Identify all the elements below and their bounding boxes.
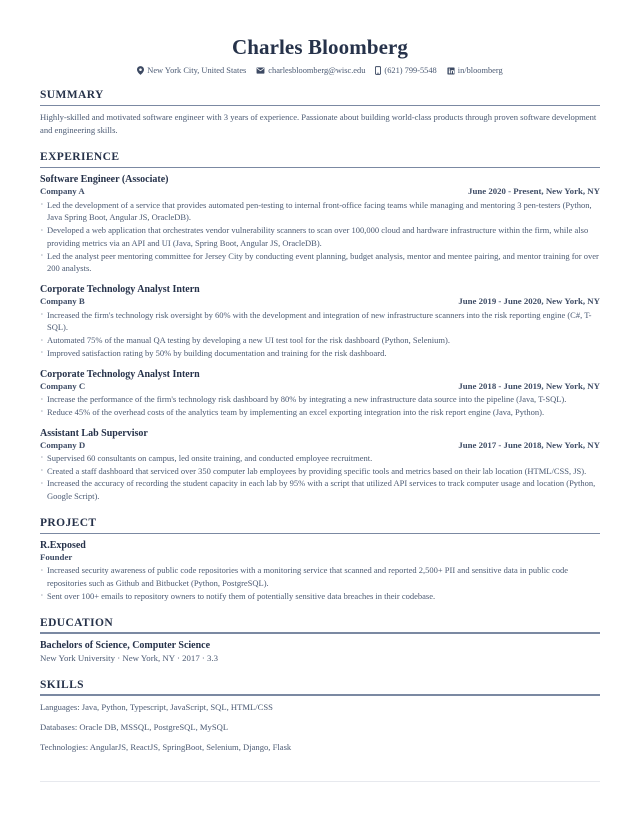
entry-bullet-list xyxy=(40,393,600,419)
entry-organization: Company D xyxy=(40,439,86,450)
section-divider xyxy=(40,533,600,534)
skill-row: Technologies: AngularJS, ReactJS, SpringBoot, Selenium, Django, Flask xyxy=(40,742,292,753)
resume-entry xyxy=(40,539,600,603)
skill-row: Databases: Oracle DB, MSSQL, PostgreSQL, MySQL xyxy=(40,722,229,732)
section-summary xyxy=(40,89,600,137)
entry-subrow xyxy=(40,440,600,451)
section-title-education: EDUCATION xyxy=(40,616,114,629)
resume-entry xyxy=(40,283,600,359)
section-title-project: PROJECT xyxy=(40,516,97,529)
section-divider xyxy=(40,632,600,633)
entry-bullet-list xyxy=(40,199,600,276)
resume-entry xyxy=(40,427,600,503)
list-item: · Increase the performance of the firm's technology risk dashboard by 80% by integrating a new infrastructure data source into the pipeline (Java, T-SQL). xyxy=(40,393,600,406)
section-project xyxy=(40,517,600,603)
section-title-skills: SKILLS xyxy=(40,678,84,691)
education-detail: New York University · New York, NY · 2017 · 3.3 xyxy=(40,653,219,664)
contact-item[interactable] xyxy=(137,66,246,75)
list-item: · Sent over 100+ emails to repository owners to notify them of potentially sensitive data breaches in their codebase. xyxy=(40,590,600,603)
contact-item[interactable] xyxy=(256,66,365,75)
list-item: · Increased security awareness of public code repositories with a monitoring service that scanned and reported 2,500+ PII and sensitive data in public code repositories such as Github and Bitbucket (Python, PostgreSQL). xyxy=(40,564,600,590)
section-divider xyxy=(40,694,600,695)
list-item: · Increased the firm's technology risk oversight by 60% with the development and integration of new infrastructure scanners into the risk reporting engine (C#, T-SQL). xyxy=(40,309,600,335)
resume-header xyxy=(40,0,600,75)
list-item: · Reduce 45% of the overhead costs of the analytics team by implementing an excel exporting integration into the risk report engine (Java, Python). xyxy=(40,406,600,419)
entry-bullet-list xyxy=(40,309,600,360)
list-item: · Automated 75% of the manual QA testing by developing a new UI test tool for the risk dashboard (Python, Selenium). xyxy=(40,334,600,347)
entry-bullet-list xyxy=(40,452,600,503)
education-degree: Bachelors of Science, Computer Science xyxy=(40,639,211,651)
section-skills xyxy=(40,679,600,754)
entry-title: Corporate Technology Analyst Intern xyxy=(40,284,200,296)
page-title: Charles Bloomberg xyxy=(231,35,409,59)
entry-subrow xyxy=(40,186,600,197)
project-entry-list xyxy=(40,539,600,603)
skills-list xyxy=(40,701,600,754)
list-item: · Created a staff dashboard that serviced over 350 computer lab employees by providing specific tools and metrics based on their lab location (HTML/CSS, JS). xyxy=(40,465,600,478)
location-pin-icon xyxy=(137,66,144,75)
contact-text: (621) 799-5548 xyxy=(384,66,437,76)
list-item: · Supervised 60 consultants on campus, led onsite training, and conducted employee recruitment. xyxy=(40,452,600,465)
entry-organization: Company A xyxy=(40,186,85,197)
entry-date-location: June 2019 - June 2020, New York, NY xyxy=(458,296,600,307)
contact-item[interactable] xyxy=(447,66,503,75)
entry-organization: Company B xyxy=(40,296,85,307)
entry-organization: Founder xyxy=(40,552,73,562)
entry-date-location: June 2017 - June 2018, New York, NY xyxy=(458,439,600,450)
list-item: · Increased the accuracy of recording the student capacity in each lab by 95% with a script that utilized API services to track computer usage and location (Python, Google Script). xyxy=(40,477,600,503)
footer-divider xyxy=(40,781,600,782)
resume-entry xyxy=(40,368,600,419)
contact-line xyxy=(40,66,600,75)
section-divider xyxy=(40,167,600,168)
list-item: · Led the analyst peer mentoring committee for Jersey City by conducting event planning, budget analysis, mentor and mentee pairing, and mentor training for over 200 analysts. xyxy=(40,250,600,276)
experience-entry-list xyxy=(40,173,600,503)
entry-organization: Company C xyxy=(40,380,86,391)
list-item: · Improved satisfaction rating by 50% by building documentation and training for the risk dashboard. xyxy=(40,347,600,360)
entry-subrow xyxy=(40,552,600,563)
contact-item[interactable] xyxy=(375,66,436,75)
list-item: · Developed a web application that orchestrates vendor vulnerability scanners to scan over 100,000 cloud and hardware infrastructure within the firm, while also providing metrics via an API and UI (Java, Spring Boot, Angular JS, OracleDB). xyxy=(40,224,600,250)
entry-subrow xyxy=(40,381,600,392)
section-experience xyxy=(40,151,600,503)
entry-date-location: June 2018 - June 2019, New York, NY xyxy=(458,380,600,391)
section-title-summary: SUMMARY xyxy=(40,89,104,102)
entry-title: R.Exposed xyxy=(40,540,86,551)
linkedin-icon xyxy=(447,67,455,75)
section-education xyxy=(40,617,600,665)
list-item: · Led the development of a service that provides automated pen-testing to internal front-office facing teams while managing and mentoring 3 pen-testers (Python, Java Spring Boot, Angular JS, OracleDB). xyxy=(40,199,600,225)
section-divider xyxy=(40,105,600,106)
summary-text: Highly-skilled and motivated software engineer with 3 years of experience. Passionate about building world-class products through proven software development and engineering skills. xyxy=(40,112,597,136)
entry-date-location: June 2020 - Present, New York, NY xyxy=(468,186,600,197)
email-icon xyxy=(256,67,265,74)
contact-text: New York City, United States xyxy=(147,66,247,76)
contact-text: in/bloomberg xyxy=(457,66,503,76)
resume-entry xyxy=(40,173,600,275)
contact-text: charlesbloomberg@wisc.edu xyxy=(268,66,366,76)
entry-subrow xyxy=(40,296,600,307)
skill-row: Languages: Java, Python, Typescript, JavaScript, SQL, HTML/CSS xyxy=(40,701,273,712)
phone-icon xyxy=(375,66,381,75)
entry-title: Software Engineer (Associate) xyxy=(40,174,169,186)
entry-title: Assistant Lab Supervisor xyxy=(40,427,148,439)
entry-bullet-list xyxy=(40,564,600,602)
section-title-experience: EXPERIENCE xyxy=(40,151,120,164)
entry-title: Corporate Technology Analyst Intern xyxy=(40,368,200,380)
